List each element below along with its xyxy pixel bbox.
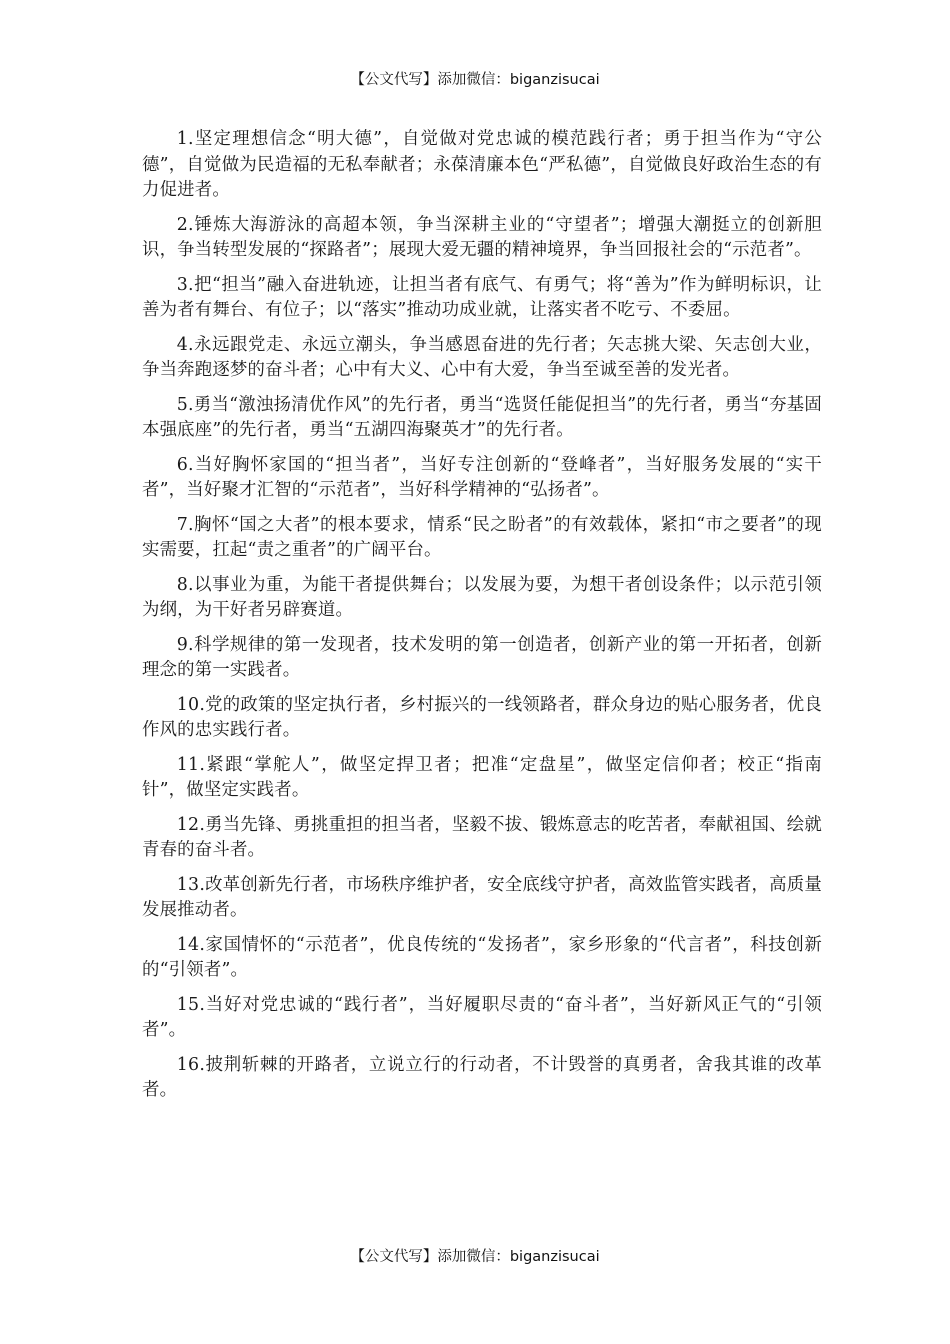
paragraph: 7.胸怀“国之大者”的根本要求，情系“民之盼者”的有效载体，紧扣“市之要者”的现实需要，扛起“责之重者”的广阔平台。 [142, 514, 822, 560]
paragraph: 1.坚定理想信念“明大德”，自觉做对党忠诚的模范践行者；勇于担当作为“守公德”，自觉做为民造福的无私奉献者；永葆清廉本色“严私德”，自觉做良好政治生态的有力促进者。 [142, 129, 822, 200]
paragraph: 11.紧跟“掌舵人”，做坚定捍卫者；把准“定盘星”，做坚定信仰者；校正“指南针”，做坚定实践者。 [142, 754, 822, 800]
paragraph: 16.披荆斩棘的开路者，立说立行的行动者，不计毁誉的真勇者，舍我其谁的改革者。 [142, 1054, 822, 1100]
page-footer: 【公文代写】添加微信：biganzisucai [350, 1249, 600, 1265]
page-header: 【公文代写】添加微信：biganzisucai [350, 72, 600, 88]
paragraph: 5.勇当“激浊扬清优作风”的先行者，勇当“选贤任能促担当”的先行者，勇当“夯基固本强底座”的先行者，勇当“五湖四海聚英才”的先行者。 [142, 394, 822, 440]
paragraph: 10.党的政策的坚定执行者，乡村振兴的一线领路者，群众身边的贴心服务者，优良作风的忠实践行者。 [142, 694, 822, 740]
paragraph: 2.锤炼大海游泳的高超本领，争当深耕主业的“守望者”；增强大潮挺立的创新胆识，争当转型发展的“探路者”；展现大爱无疆的精神境界，争当回报社会的“示范者”。 [142, 214, 822, 260]
paragraph: 9.科学规律的第一发现者，技术发明的第一创造者，创新产业的第一开拓者，创新理念的第一实践者。 [142, 634, 822, 680]
paragraph: 4.永远跟党走、永远立潮头，争当感恩奋进的先行者；矢志挑大梁、矢志创大业，争当奔跑逐梦的奋斗者；心中有大义、心中有大爱，争当至诚至善的发光者。 [142, 334, 822, 380]
document-body [142, 127, 822, 1113]
paragraph: 6.当好胸怀家国的“担当者”，当好专注创新的“登峰者”，当好服务发展的“实干者”，当好聚才汇智的“示范者”，当好科学精神的“弘扬者”。 [142, 454, 822, 500]
paragraph: 15.当好对党忠诚的“践行者”，当好履职尽责的“奋斗者”，当好新风正气的“引领者”。 [142, 994, 822, 1040]
paragraph: 12.勇当先锋、勇挑重担的担当者，坚毅不拔、锻炼意志的吃苦者，奉献祖国、绘就青春的奋斗者。 [142, 814, 822, 860]
paragraph: 13.改革创新先行者，市场秩序维护者，安全底线守护者，高效监管实践者，高质量发展推动者。 [142, 874, 822, 920]
paragraph: 8.以事业为重，为能干者提供舞台；以发展为要，为想干者创设条件；以示范引领为纲，为干好者另辟赛道。 [142, 574, 822, 620]
paragraph: 3.把“担当”融入奋进轨迹，让担当者有底气、有勇气；将“善为”作为鲜明标识，让善为者有舞台、有位子；以“落实”推动功成业就，让落实者不吃亏、不委屈。 [142, 274, 822, 320]
paragraph: 14.家国情怀的“示范者”，优良传统的“发扬者”，家乡形象的“代言者”，科技创新的“引领者”。 [142, 934, 822, 980]
